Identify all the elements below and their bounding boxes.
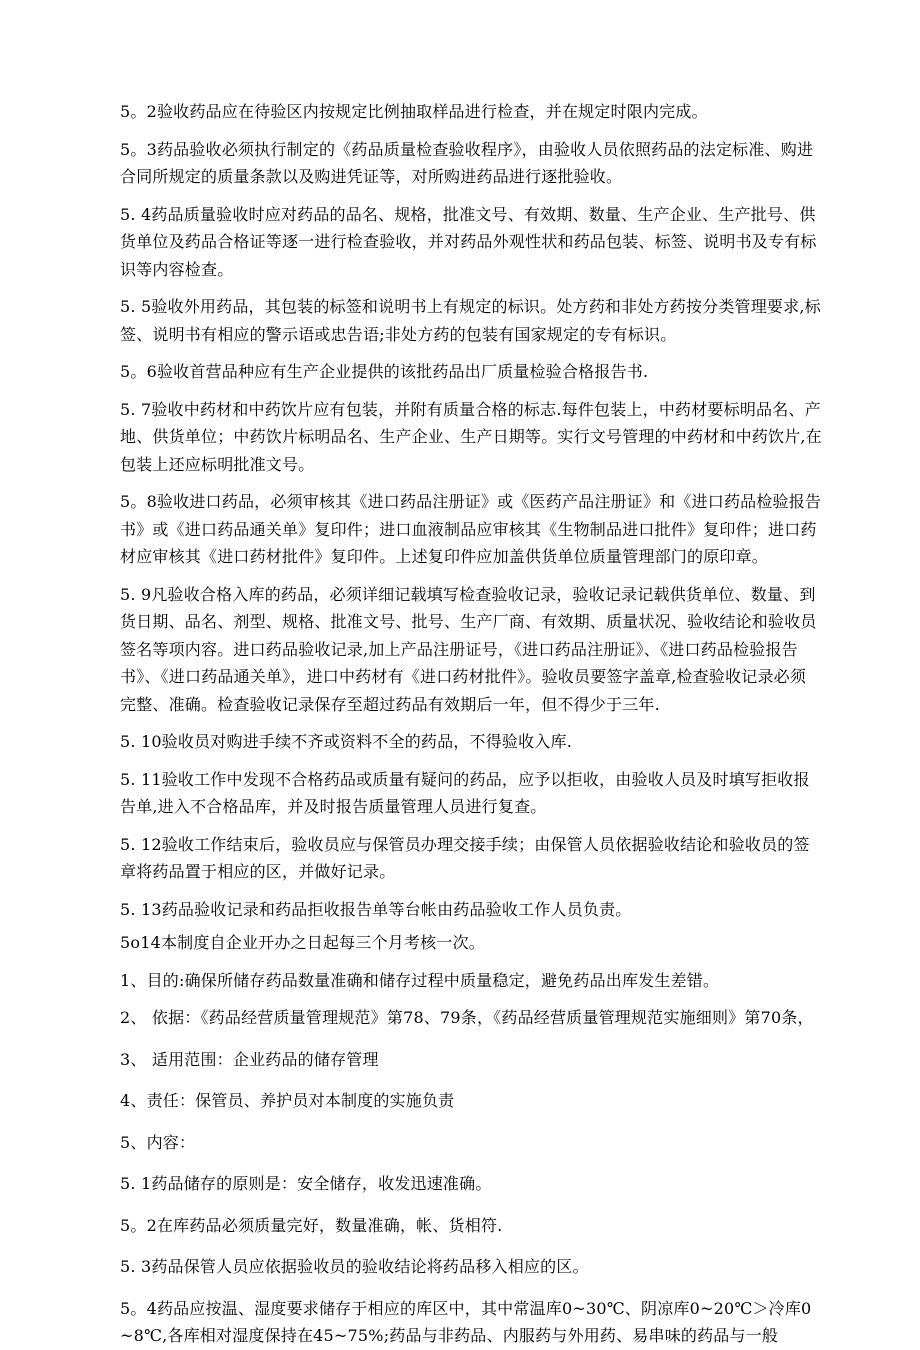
- paragraph-5-13: 5. 13药品验收记录和药品拒收报告单等台帐由药品验收工作人员负责。: [120, 899, 632, 919]
- section-purpose: 1、目的:确保所储存药品数量准确和储存过程中质量稳定，避免药品出库发生差错。: [120, 970, 720, 990]
- paragraph-5-11: 5. 11验收工作中发现不合格药品或质量有疑问的药品，应予以拒收，由验收人员及时填写拒收报告单,进入不合格品库，并及时报告质量管理人员进行复查。: [120, 769, 810, 816]
- paragraph-5-10: 5. 10验收员对购进手续不齐或资料不全的药品，不得验收入库.: [120, 732, 572, 751]
- paragraph-5-6: 5。6验收首营品种应有生产企业提供的该批药品出厂质量检验合格报告书.: [120, 362, 649, 381]
- section-responsibility: 4、责任：保管员、养护员对本制度的实施负责: [120, 1091, 455, 1110]
- paragraph-5-2: 5。2验收药品应在待验区内按规定比例抽取样品进行检查，并在规定时限内完成。: [120, 102, 708, 121]
- paragraph-5-7: 5. 7验收中药材和中药饮片应有包装，并附有质量合格的标志.每件包装上，中药材要标明品名、产地、供货单位；中药饮片标明品名、生产企业、生产日期等。实行文号管理的中药材和中药饮片,在包装上还应标明批准文号。: [120, 399, 822, 474]
- section-basis: 2、 依据：《药品经营质量管理规范》第78、79条，《药品经营质量管理规范实施细则》第70条，: [120, 1008, 814, 1027]
- paragraph-5-5: 5. 5验收外用药品，其包装的标签和说明书上有规定的标识。处方药和非处方药按分类管理要求,标签、说明书有相应的警示语或忠告语;非处方药的包装有国家规定的专有标识。: [120, 297, 821, 344]
- storage-5-1: 5. 1药品储存的原则是：安全储存，收发迅速准确。: [120, 1174, 492, 1193]
- paragraph-5-8: 5。8验收进口药品，必须审核其《进口药品注册证》或《医药产品注册证》和《进口药品检验报告书》或《进口药品通关单》复印件；进口血液制品应审核其《生物制品进口批件》复印件；进口药材应审核其《进口药材批件》复印件。上述复印件应加盖供货单位质量管理部门的原印章。: [120, 492, 822, 566]
- paragraph-5-3: 5。3药品验收必须执行制定的《药品质量检查验收程序》，由验收人员依照药品的法定标准、购进合同所规定的质量条款以及购进凭证等，对所购进药品进行逐批验收。: [120, 139, 814, 186]
- paragraph-5-12: 5. 12验收工作结束后，验收员应与保管员办理交接手续；由保管人员依据验收结论和验收员的签章将药品置于相应的区，并做好记录。: [120, 834, 810, 881]
- section-content: 5、内容：: [120, 1132, 196, 1152]
- section-scope: 3、 适用范围：企业药品的储存管理: [120, 1049, 379, 1069]
- paragraph-5-9: 5. 9凡验收合格入库的药品，必须详细记载填写检查验收记录，验收记录记载供货单位、数量、到货日期、品名、剂型、规格、批准文号、批号、生产厂商、有效期、质量状况、验收结论和验收员签名等项内容。进口药品验收记录,加上产品注册证号，《进口药品注册证》、《进口药品检验报告书》、《进口药品通关单》，进口中药材有《进口药材批件》。验收员要签字盖章,检查验收记录必须完整、准确。检查验收记录保存至超过药品有效期后一年，但不得少于三年.: [120, 584, 817, 714]
- storage-5-4: 5。4药品应按温、湿度要求储存于相应的库区中，其中常温库0~30℃、阴凉库0~20℃＞冷库0~8℃,各库相对湿度保持在45~75%;药品与非药品、内服药与外用药、易串味的药品与一般: [120, 1298, 812, 1345]
- paragraph-5-4: 5. 4药品质量验收时应对药品的品名、规格，批准文号、有效期、数量、生产企业、生产批号、供货单位及药品合格证等逐一进行检查验收，并对药品外观性状和药品包装、标签、说明书及专有标识等内容检查。: [120, 204, 817, 279]
- storage-5-3: 5. 3药品保管人员应依据验收员的验收结论将药品移入相应的区。: [120, 1257, 589, 1276]
- paragraph-5-14: 5o14本制度自企业开办之日起每三个月考核一次。: [120, 933, 485, 952]
- storage-5-2: 5。2在库药品必须质量完好，数量准确，帐、货相符.: [120, 1215, 503, 1235]
